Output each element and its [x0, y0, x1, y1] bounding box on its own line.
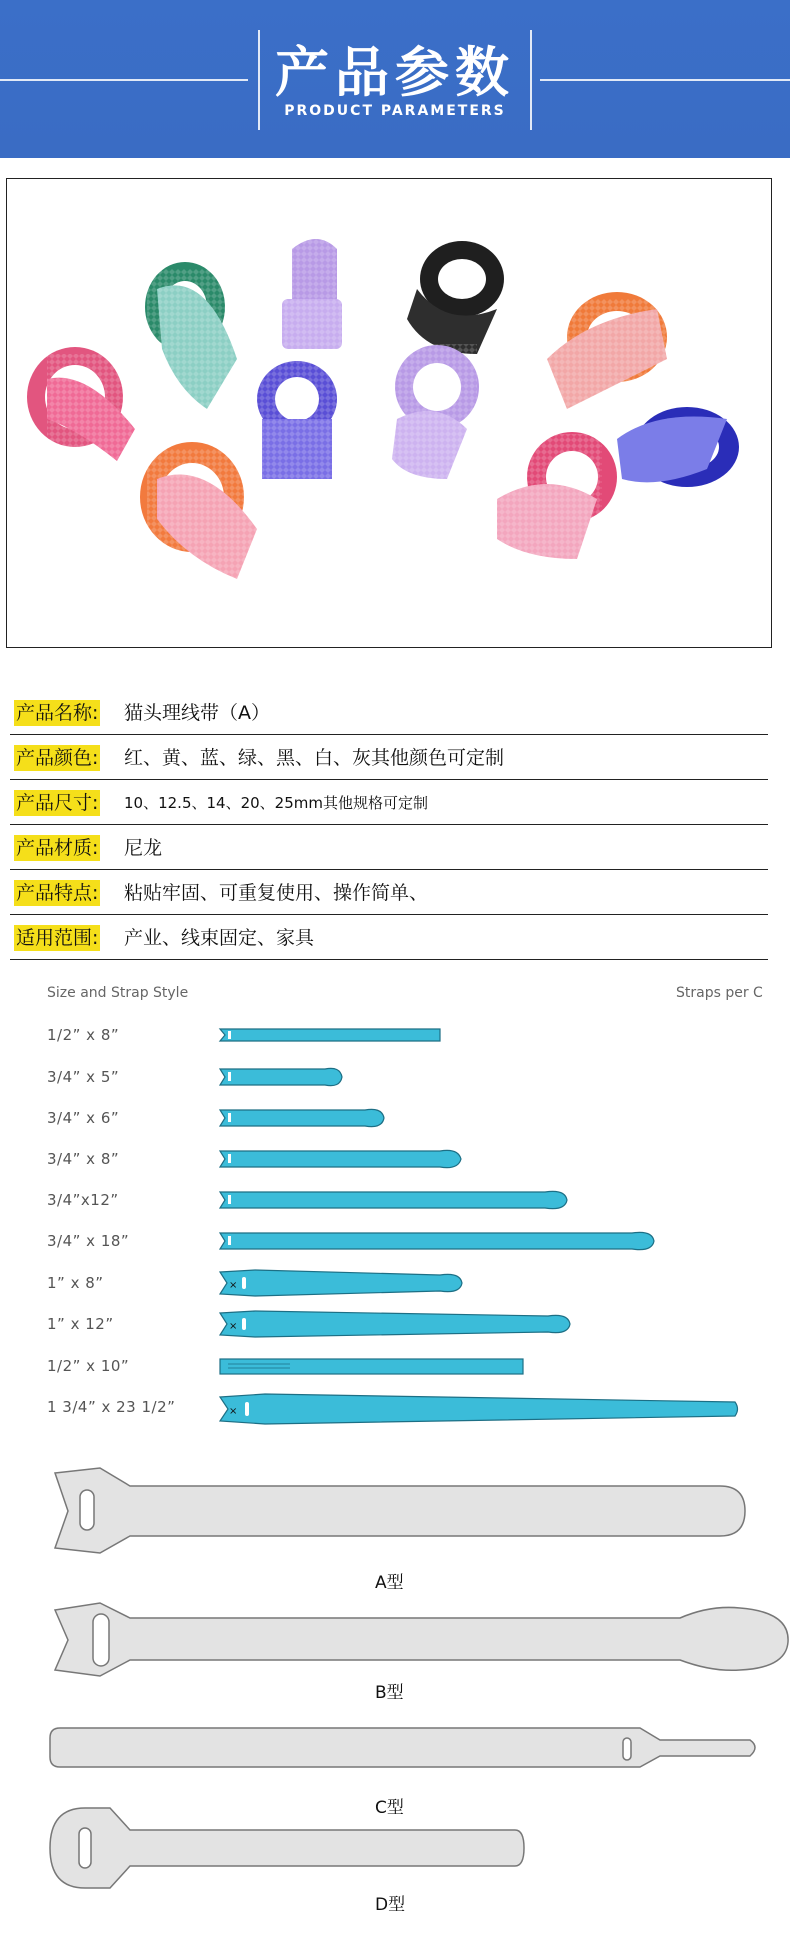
size-label: 1” x 8” [47, 1274, 104, 1292]
strap-1x12 [220, 1311, 570, 1337]
size-label: 1/2” x 10” [47, 1357, 130, 1375]
banner-title: 产品参数 [275, 41, 515, 104]
strap-3-4x6 [220, 1109, 384, 1126]
svg-text:×: × [229, 1280, 238, 1291]
type-c-outline [50, 1728, 755, 1767]
param-label: 产品特点: [16, 882, 99, 904]
param-label: 产品材质: [16, 837, 99, 859]
strap-3-4x5 [220, 1068, 342, 1085]
strap-1-2x8 [220, 1029, 440, 1041]
param-label: 产品尺寸: [16, 792, 99, 814]
param-value: 猫头理线带（A） [124, 702, 270, 724]
strap-1-2x10 [220, 1359, 523, 1374]
svg-text:×: × [229, 1406, 238, 1417]
strap-3-4x12 [220, 1191, 567, 1208]
svg-text:×: × [229, 1321, 238, 1332]
param-label: 产品名称: [16, 702, 99, 724]
size-label: 3/4”x12” [47, 1191, 119, 1209]
param-value: 红、黄、蓝、绿、黑、白、灰其他颜色可定制 [124, 747, 505, 769]
strap-1-3-4x23-1-2 [220, 1394, 738, 1424]
type-label-d: D型 [375, 1895, 406, 1915]
size-label: 3/4” x 6” [47, 1109, 120, 1127]
banner-subtitle: PRODUCT PARAMETERS [284, 103, 506, 119]
strap-1x8 [220, 1270, 462, 1296]
type-label-c: C型 [375, 1798, 404, 1818]
size-label: 3/4” x 5” [47, 1068, 120, 1086]
size-label: 1” x 12” [47, 1315, 114, 1333]
type-a-outline [55, 1468, 745, 1553]
param-value: 粘贴牢固、可重复使用、操作简单、 [124, 882, 429, 904]
type-label-b: B型 [375, 1683, 404, 1703]
param-value: 10、12.5、14、20、25mm其他规格可定制 [124, 794, 428, 812]
size-label: 3/4” x 18” [47, 1232, 130, 1250]
size-label: 3/4” x 8” [47, 1150, 120, 1168]
param-label: 产品颜色: [16, 747, 99, 769]
size-style-heading: Size and Strap Style [47, 985, 189, 1001]
type-b-outline [55, 1603, 788, 1676]
param-label: 适用范围: [16, 927, 99, 949]
strap-3-4x18 [220, 1232, 654, 1249]
param-value: 尼龙 [124, 837, 163, 859]
size-label: 1/2” x 8” [47, 1026, 120, 1044]
size-label: 1 3/4” x 23 1/2” [47, 1398, 176, 1416]
type-d-outline [50, 1808, 524, 1888]
straps-per-heading: Straps per C [676, 985, 763, 1001]
type-label-a: A型 [375, 1573, 404, 1593]
param-value: 产业、线束固定、家具 [124, 927, 315, 949]
strap-3-4x8 [220, 1150, 461, 1167]
